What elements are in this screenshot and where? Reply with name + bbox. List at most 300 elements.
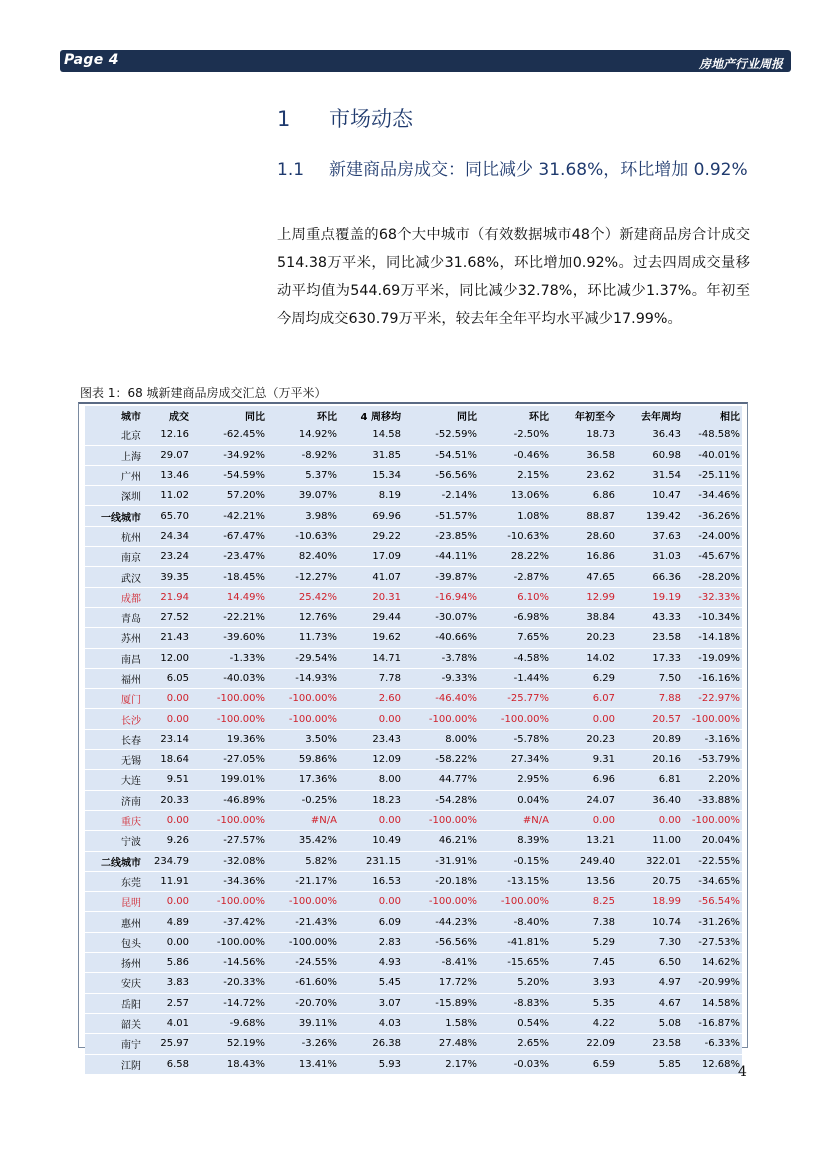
- value-cell: 5.20%: [479, 973, 551, 993]
- value-cell: -28.20%: [683, 567, 742, 587]
- value-cell: 8.00%: [403, 729, 479, 749]
- value-cell: -100.00%: [267, 892, 339, 912]
- value-cell: -6.98%: [479, 607, 551, 627]
- value-cell: 6.58: [143, 1054, 191, 1074]
- value-cell: -16.87%: [683, 1013, 742, 1033]
- value-cell: -14.56%: [191, 953, 267, 973]
- city-cell: 成都: [85, 587, 143, 607]
- value-cell: 4.22: [551, 1013, 617, 1033]
- value-cell: -30.07%: [403, 607, 479, 627]
- value-cell: 0.54%: [479, 1013, 551, 1033]
- value-cell: -42.21%: [191, 506, 267, 526]
- value-cell: 11.02: [143, 486, 191, 506]
- value-cell: -45.67%: [683, 547, 742, 567]
- value-cell: 13.56: [551, 871, 617, 891]
- table-row: [85, 486, 742, 506]
- value-cell: 6.81: [617, 770, 683, 790]
- value-cell: 14.49%: [191, 587, 267, 607]
- value-cell: -100.00%: [191, 932, 267, 952]
- table-row: [85, 547, 742, 567]
- value-cell: -22.21%: [191, 607, 267, 627]
- value-cell: 12.76%: [267, 607, 339, 627]
- table-caption: 图表 1：68 城新建商品房成交汇总（万平米）: [80, 386, 327, 400]
- value-cell: -40.03%: [191, 668, 267, 688]
- column-header: 同比: [191, 406, 267, 425]
- value-cell: 14.71: [339, 648, 403, 668]
- value-cell: 16.86: [551, 547, 617, 567]
- value-cell: -100.00%: [191, 689, 267, 709]
- value-cell: 25.97: [143, 1034, 191, 1054]
- value-cell: 60.98: [617, 445, 683, 465]
- value-cell: -46.89%: [191, 790, 267, 810]
- value-cell: 19.19: [617, 587, 683, 607]
- value-cell: -100.00%: [267, 932, 339, 952]
- value-cell: 6.07: [551, 689, 617, 709]
- table-row: [85, 587, 742, 607]
- value-cell: -21.43%: [267, 912, 339, 932]
- value-cell: -1.44%: [479, 668, 551, 688]
- value-cell: 31.85: [339, 445, 403, 465]
- value-cell: 2.95%: [479, 770, 551, 790]
- value-cell: -15.65%: [479, 953, 551, 973]
- table-row: [85, 953, 742, 973]
- value-cell: 19.36%: [191, 729, 267, 749]
- value-cell: -10.34%: [683, 607, 742, 627]
- value-cell: -67.47%: [191, 526, 267, 546]
- city-cell: 北京: [85, 425, 143, 445]
- value-cell: 24.07: [551, 790, 617, 810]
- table-row: [85, 851, 742, 871]
- column-header: 年初至今: [551, 406, 617, 425]
- value-cell: 4.03: [339, 1013, 403, 1033]
- city-cell: 宁波: [85, 831, 143, 851]
- value-cell: 4.89: [143, 912, 191, 932]
- value-cell: 28.60: [551, 526, 617, 546]
- value-cell: -20.70%: [267, 993, 339, 1013]
- value-cell: 5.08: [617, 1013, 683, 1033]
- section-number: 1: [277, 107, 291, 131]
- value-cell: -20.33%: [191, 973, 267, 993]
- value-cell: -51.57%: [403, 506, 479, 526]
- value-cell: 13.46: [143, 465, 191, 485]
- value-cell: -16.16%: [683, 668, 742, 688]
- value-cell: -3.26%: [267, 1034, 339, 1054]
- value-cell: -100.00%: [403, 709, 479, 729]
- value-cell: -23.47%: [191, 547, 267, 567]
- value-cell: -62.45%: [191, 425, 267, 445]
- value-cell: -10.63%: [267, 526, 339, 546]
- value-cell: -46.40%: [403, 689, 479, 709]
- value-cell: 12.99: [551, 587, 617, 607]
- value-cell: -20.99%: [683, 973, 742, 993]
- value-cell: 2.20%: [683, 770, 742, 790]
- header-page-label: Page 4: [64, 52, 119, 68]
- value-cell: 2.83: [339, 932, 403, 952]
- value-cell: 20.04%: [683, 831, 742, 851]
- value-cell: 15.34: [339, 465, 403, 485]
- value-cell: -27.53%: [683, 932, 742, 952]
- value-cell: 28.22%: [479, 547, 551, 567]
- value-cell: 0.00: [339, 709, 403, 729]
- value-cell: 20.57: [617, 709, 683, 729]
- city-cell: 二线城市: [85, 851, 143, 871]
- value-cell: 2.60: [339, 689, 403, 709]
- value-cell: 6.10%: [479, 587, 551, 607]
- value-cell: -27.57%: [191, 831, 267, 851]
- value-cell: 6.59: [551, 1054, 617, 1074]
- value-cell: -52.59%: [403, 425, 479, 445]
- column-header: 相比: [683, 406, 742, 425]
- value-cell: 13.21: [551, 831, 617, 851]
- value-cell: -8.92%: [267, 445, 339, 465]
- value-cell: -100.00%: [683, 810, 742, 830]
- value-cell: -2.87%: [479, 567, 551, 587]
- value-cell: 2.57: [143, 993, 191, 1013]
- value-cell: 14.62%: [683, 953, 742, 973]
- value-cell: -31.26%: [683, 912, 742, 932]
- value-cell: 31.03: [617, 547, 683, 567]
- city-cell: 江阴: [85, 1054, 143, 1074]
- value-cell: 5.85: [617, 1054, 683, 1074]
- city-cell: 广州: [85, 465, 143, 485]
- value-cell: 0.00: [551, 810, 617, 830]
- value-cell: 6.05: [143, 668, 191, 688]
- value-cell: -100.00%: [191, 709, 267, 729]
- value-cell: 13.41%: [267, 1054, 339, 1074]
- value-cell: 24.34: [143, 526, 191, 546]
- value-cell: 10.49: [339, 831, 403, 851]
- value-cell: 37.63: [617, 526, 683, 546]
- subsection-title: 新建商品房成交：同比减少 31.68%，环比增加 0.92%: [329, 160, 748, 180]
- value-cell: 39.11%: [267, 1013, 339, 1033]
- value-cell: -56.56%: [403, 465, 479, 485]
- value-cell: -100.00%: [479, 709, 551, 729]
- value-cell: 2.65%: [479, 1034, 551, 1054]
- city-cell: 扬州: [85, 953, 143, 973]
- value-cell: -41.81%: [479, 932, 551, 952]
- city-cell: 昆明: [85, 892, 143, 912]
- value-cell: -0.46%: [479, 445, 551, 465]
- value-cell: -1.33%: [191, 648, 267, 668]
- value-cell: -12.27%: [267, 567, 339, 587]
- value-cell: -18.45%: [191, 567, 267, 587]
- value-cell: 47.65: [551, 567, 617, 587]
- value-cell: 0.00: [143, 689, 191, 709]
- value-cell: 14.58%: [683, 993, 742, 1013]
- value-cell: -2.14%: [403, 486, 479, 506]
- value-cell: 41.07: [339, 567, 403, 587]
- value-cell: -0.25%: [267, 790, 339, 810]
- table-row: [85, 790, 742, 810]
- value-cell: 5.35: [551, 993, 617, 1013]
- city-cell: 大连: [85, 770, 143, 790]
- value-cell: 21.94: [143, 587, 191, 607]
- value-cell: 43.33: [617, 607, 683, 627]
- value-cell: 59.86%: [267, 750, 339, 770]
- value-cell: 3.83: [143, 973, 191, 993]
- section-heading: [277, 103, 413, 133]
- column-header: 环比: [267, 406, 339, 425]
- subsection-heading: [277, 158, 757, 183]
- value-cell: 6.50: [617, 953, 683, 973]
- value-cell: 6.86: [551, 486, 617, 506]
- value-cell: #N/A: [267, 810, 339, 830]
- value-cell: 3.98%: [267, 506, 339, 526]
- value-cell: 9.26: [143, 831, 191, 851]
- value-cell: 6.96: [551, 770, 617, 790]
- value-cell: -9.68%: [191, 1013, 267, 1033]
- value-cell: 0.00: [143, 709, 191, 729]
- value-cell: 26.38: [339, 1034, 403, 1054]
- value-cell: 10.74: [617, 912, 683, 932]
- value-cell: 5.37%: [267, 465, 339, 485]
- value-cell: -23.85%: [403, 526, 479, 546]
- value-cell: 11.91: [143, 871, 191, 891]
- table-row: [85, 425, 742, 445]
- value-cell: 29.07: [143, 445, 191, 465]
- value-cell: 5.45: [339, 973, 403, 993]
- table-row: [85, 993, 742, 1013]
- value-cell: 23.14: [143, 729, 191, 749]
- value-cell: -56.56%: [403, 932, 479, 952]
- value-cell: -14.93%: [267, 668, 339, 688]
- value-cell: 18.64: [143, 750, 191, 770]
- city-cell: 岳阳: [85, 993, 143, 1013]
- value-cell: 23.43: [339, 729, 403, 749]
- value-cell: -8.41%: [403, 953, 479, 973]
- value-cell: 21.43: [143, 628, 191, 648]
- value-cell: -19.09%: [683, 648, 742, 668]
- value-cell: -61.60%: [267, 973, 339, 993]
- value-cell: -16.94%: [403, 587, 479, 607]
- value-cell: -34.46%: [683, 486, 742, 506]
- value-cell: -27.05%: [191, 750, 267, 770]
- city-cell: 南京: [85, 547, 143, 567]
- value-cell: 0.00: [143, 932, 191, 952]
- value-cell: 17.72%: [403, 973, 479, 993]
- value-cell: -34.36%: [191, 871, 267, 891]
- value-cell: 88.87: [551, 506, 617, 526]
- value-cell: -2.50%: [479, 425, 551, 445]
- subsection-number: 1.1: [277, 160, 305, 180]
- city-cell: 南宁: [85, 1034, 143, 1054]
- value-cell: -9.33%: [403, 668, 479, 688]
- header-report-title: 房地产行业周报: [698, 57, 783, 71]
- table-row: [85, 689, 742, 709]
- table-row: [85, 445, 742, 465]
- value-cell: -25.77%: [479, 689, 551, 709]
- value-cell: 46.21%: [403, 831, 479, 851]
- value-cell: -15.89%: [403, 993, 479, 1013]
- value-cell: 14.92%: [267, 425, 339, 445]
- value-cell: 11.00: [617, 831, 683, 851]
- value-cell: 5.93: [339, 1054, 403, 1074]
- table-row: [85, 1054, 742, 1074]
- value-cell: 0.00: [143, 810, 191, 830]
- city-cell: 包头: [85, 932, 143, 952]
- value-cell: 12.00: [143, 648, 191, 668]
- value-cell: -24.00%: [683, 526, 742, 546]
- city-cell: 长春: [85, 729, 143, 749]
- value-cell: 20.75: [617, 871, 683, 891]
- value-cell: 29.22: [339, 526, 403, 546]
- value-cell: -58.22%: [403, 750, 479, 770]
- value-cell: 8.00: [339, 770, 403, 790]
- value-cell: -100.00%: [403, 892, 479, 912]
- column-header: 环比: [479, 406, 551, 425]
- table-row: [85, 506, 742, 526]
- value-cell: -8.83%: [479, 993, 551, 1013]
- table-row: [85, 1034, 742, 1054]
- value-cell: 65.70: [143, 506, 191, 526]
- table-row: [85, 607, 742, 627]
- header-bar: [60, 50, 791, 72]
- value-cell: 22.09: [551, 1034, 617, 1054]
- value-cell: 9.31: [551, 750, 617, 770]
- value-cell: 7.38: [551, 912, 617, 932]
- value-cell: 18.73: [551, 425, 617, 445]
- value-cell: -14.72%: [191, 993, 267, 1013]
- value-cell: 0.00: [339, 810, 403, 830]
- value-cell: 27.52: [143, 607, 191, 627]
- value-cell: 3.07: [339, 993, 403, 1013]
- value-cell: 17.36%: [267, 770, 339, 790]
- value-cell: 39.35: [143, 567, 191, 587]
- value-cell: 69.96: [339, 506, 403, 526]
- city-cell: 韶关: [85, 1013, 143, 1033]
- value-cell: 4.97: [617, 973, 683, 993]
- value-cell: 8.39%: [479, 831, 551, 851]
- value-cell: 7.45: [551, 953, 617, 973]
- value-cell: -3.16%: [683, 729, 742, 749]
- city-cell: 武汉: [85, 567, 143, 587]
- value-cell: 19.62: [339, 628, 403, 648]
- value-cell: 14.02: [551, 648, 617, 668]
- value-cell: 23.24: [143, 547, 191, 567]
- value-cell: 27.34%: [479, 750, 551, 770]
- value-cell: -22.97%: [683, 689, 742, 709]
- value-cell: 0.00: [339, 892, 403, 912]
- value-cell: 12.09: [339, 750, 403, 770]
- value-cell: -21.17%: [267, 871, 339, 891]
- value-cell: -34.65%: [683, 871, 742, 891]
- value-cell: 4.01: [143, 1013, 191, 1033]
- value-cell: 36.58: [551, 445, 617, 465]
- value-cell: 36.40: [617, 790, 683, 810]
- column-header: 成交: [143, 406, 191, 425]
- value-cell: -54.59%: [191, 465, 267, 485]
- value-cell: 4.93: [339, 953, 403, 973]
- value-cell: -100.00%: [191, 810, 267, 830]
- value-cell: 29.44: [339, 607, 403, 627]
- value-cell: -48.58%: [683, 425, 742, 445]
- summary-paragraph: 上周重点覆盖的68个大中城市（有效数据城市48个）新建商品房合计成交514.38万平米，同比减少31.68%，环比增加0.92%。过去四周成交量移动平均值为544.69万平米，同比减少32.78%，环比减少1.37%。年初至今周均成交630.79万平米，较去年全年平均水平减少17.99%。: [277, 227, 750, 327]
- table-row: [85, 709, 742, 729]
- value-cell: 11.73%: [267, 628, 339, 648]
- value-cell: 20.89: [617, 729, 683, 749]
- value-cell: 5.29: [551, 932, 617, 952]
- value-cell: -40.66%: [403, 628, 479, 648]
- value-cell: -32.33%: [683, 587, 742, 607]
- value-cell: -44.23%: [403, 912, 479, 932]
- value-cell: 66.36: [617, 567, 683, 587]
- value-cell: 82.40%: [267, 547, 339, 567]
- value-cell: -100.00%: [191, 892, 267, 912]
- table-header-row: [85, 406, 742, 425]
- column-header: 城市: [85, 406, 143, 425]
- value-cell: 18.43%: [191, 1054, 267, 1074]
- table-row: [85, 668, 742, 688]
- value-cell: -37.42%: [191, 912, 267, 932]
- value-cell: 17.09: [339, 547, 403, 567]
- value-cell: -44.11%: [403, 547, 479, 567]
- table-row: [85, 831, 742, 851]
- value-cell: 17.33: [617, 648, 683, 668]
- value-cell: -39.87%: [403, 567, 479, 587]
- value-cell: -3.78%: [403, 648, 479, 668]
- table-row: [85, 567, 742, 587]
- table-row: [85, 871, 742, 891]
- value-cell: -5.78%: [479, 729, 551, 749]
- value-cell: -54.51%: [403, 445, 479, 465]
- table-body: [85, 425, 742, 1074]
- value-cell: 23.58: [617, 628, 683, 648]
- value-cell: -8.40%: [479, 912, 551, 932]
- value-cell: 7.30: [617, 932, 683, 952]
- value-cell: -36.26%: [683, 506, 742, 526]
- value-cell: 38.84: [551, 607, 617, 627]
- value-cell: 231.15: [339, 851, 403, 871]
- city-cell: 青岛: [85, 607, 143, 627]
- value-cell: 1.58%: [403, 1013, 479, 1033]
- value-cell: 5.82%: [267, 851, 339, 871]
- value-cell: 20.33: [143, 790, 191, 810]
- value-cell: 9.51: [143, 770, 191, 790]
- value-cell: -25.11%: [683, 465, 742, 485]
- table-row: [85, 648, 742, 668]
- table-row: [85, 526, 742, 546]
- value-cell: 27.48%: [403, 1034, 479, 1054]
- value-cell: 0.00: [551, 709, 617, 729]
- value-cell: 52.19%: [191, 1034, 267, 1054]
- value-cell: 0.00: [143, 892, 191, 912]
- value-cell: -20.18%: [403, 871, 479, 891]
- value-cell: 6.09: [339, 912, 403, 932]
- value-cell: 20.23: [551, 628, 617, 648]
- value-cell: 2.15%: [479, 465, 551, 485]
- value-cell: 5.86: [143, 953, 191, 973]
- column-header: 去年周均: [617, 406, 683, 425]
- table-row: [85, 750, 742, 770]
- value-cell: 14.58: [339, 425, 403, 445]
- value-cell: 3.93: [551, 973, 617, 993]
- table-row: [85, 912, 742, 932]
- value-cell: 8.25: [551, 892, 617, 912]
- value-cell: -22.55%: [683, 851, 742, 871]
- city-cell: 一线城市: [85, 506, 143, 526]
- city-cell: 福州: [85, 668, 143, 688]
- value-cell: -39.60%: [191, 628, 267, 648]
- value-cell: 36.43: [617, 425, 683, 445]
- value-cell: 6.29: [551, 668, 617, 688]
- city-cell: 苏州: [85, 628, 143, 648]
- value-cell: 18.23: [339, 790, 403, 810]
- value-cell: -53.79%: [683, 750, 742, 770]
- value-cell: -32.08%: [191, 851, 267, 871]
- value-cell: -0.03%: [479, 1054, 551, 1074]
- value-cell: 57.20%: [191, 486, 267, 506]
- value-cell: 39.07%: [267, 486, 339, 506]
